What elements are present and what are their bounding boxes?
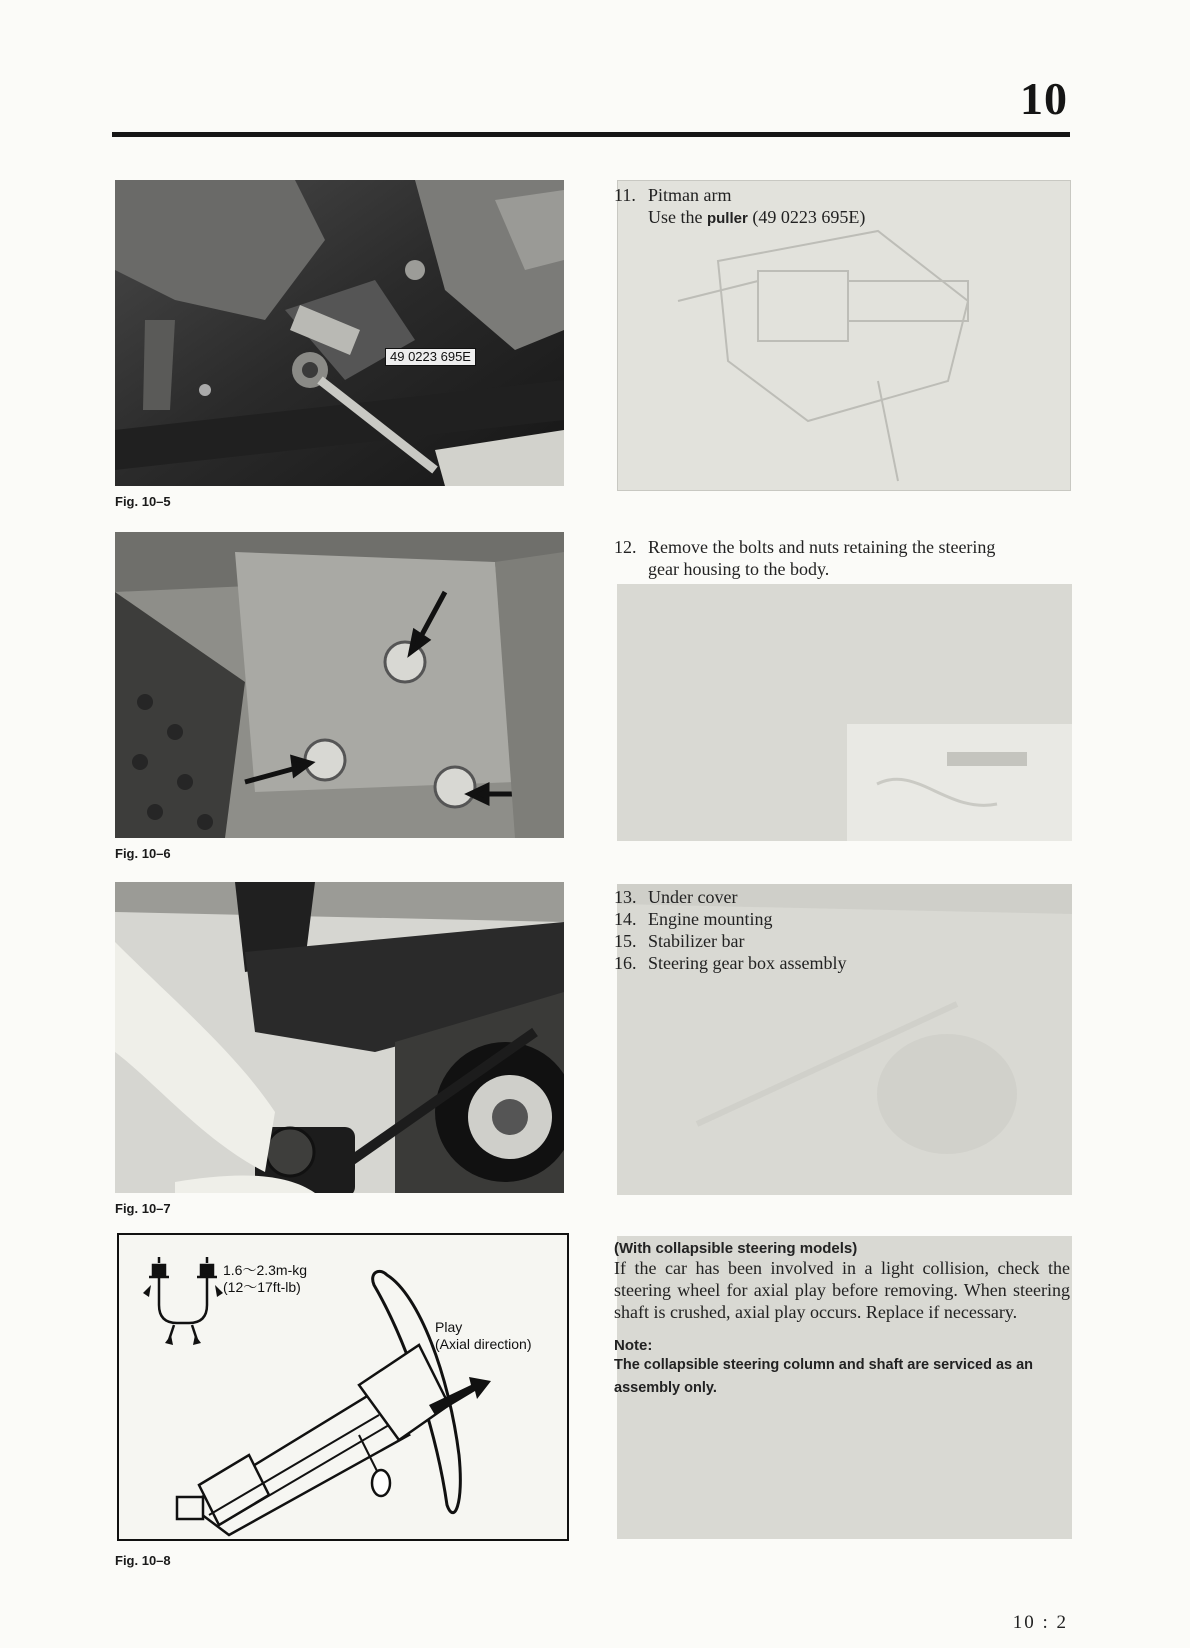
fig-10-8-diagram — [117, 1233, 569, 1541]
page-number: 10 : 2 — [1012, 1612, 1068, 1633]
collapsible-section — [614, 1240, 1070, 1400]
play-line-1: Play — [435, 1319, 463, 1335]
step-number: 11. — [614, 185, 636, 205]
header-rule — [112, 132, 1070, 137]
step-title: Pitman arm — [648, 185, 732, 205]
play-label — [435, 1319, 531, 1353]
step-text: Engine mounting — [648, 909, 773, 929]
tool-name: puller — [706, 210, 748, 227]
step-number: 15. — [614, 931, 637, 951]
fig-10-6-photo — [115, 532, 564, 838]
fig-10-10-photo — [617, 584, 1072, 841]
step-14 — [614, 908, 1070, 930]
step-12 — [614, 536, 1070, 580]
torque-line-2: (12～17ft-lb) — [223, 1279, 301, 1295]
fig-10-5-photo — [115, 180, 564, 486]
play-line-2: (Axial direction) — [435, 1336, 532, 1352]
step-text: Steering gear box assembly — [648, 953, 847, 973]
section-number: 10 — [1020, 73, 1068, 124]
step-number: 12. — [614, 537, 637, 557]
tool-number-callout: 49 0223 695E — [385, 348, 476, 366]
step-11 — [614, 184, 1064, 230]
step-number: 14. — [614, 909, 637, 929]
figure-label: Fig. 10–8 — [115, 1553, 171, 1568]
figure-label: Fig. 10–7 — [115, 1201, 171, 1216]
collapsible-heading: (With collapsible steering models) — [614, 1240, 858, 1257]
note-body: The collapsible steering column and shaft are serviced as an assembly only. — [614, 1357, 1034, 1396]
step-text-before: Use the — [648, 207, 707, 227]
torque-line-1: 1.6～2.3m-kg — [223, 1262, 308, 1278]
step-line-2: gear housing to the body. — [648, 559, 830, 579]
torque-spec — [223, 1262, 307, 1296]
step-number: 16. — [614, 953, 637, 973]
figure-label: Fig. 10–6 — [115, 846, 171, 861]
step-text: Stabilizer bar — [648, 931, 745, 951]
note-heading: Note: — [614, 1337, 653, 1354]
step-15 — [614, 930, 1070, 952]
step-16 — [614, 952, 1070, 974]
step-number: 13. — [614, 887, 637, 907]
fig-10-7-photo — [115, 882, 564, 1193]
collapsible-paragraph: If the car has been involved in a light collision, check the steering wheel for axial play before removing. When steering shaft is crushed, axial play occurs. Replace if necessary. — [614, 1258, 1070, 1322]
step-text: Under cover — [648, 887, 738, 907]
steps-13-16 — [614, 886, 1070, 974]
step-line-1: Remove the bolts and nuts retaining the steering — [648, 537, 996, 557]
figure-label: Fig. 10–5 — [115, 494, 171, 509]
step-13 — [614, 886, 1070, 908]
step-text-after: (49 0223 695E) — [747, 207, 866, 227]
